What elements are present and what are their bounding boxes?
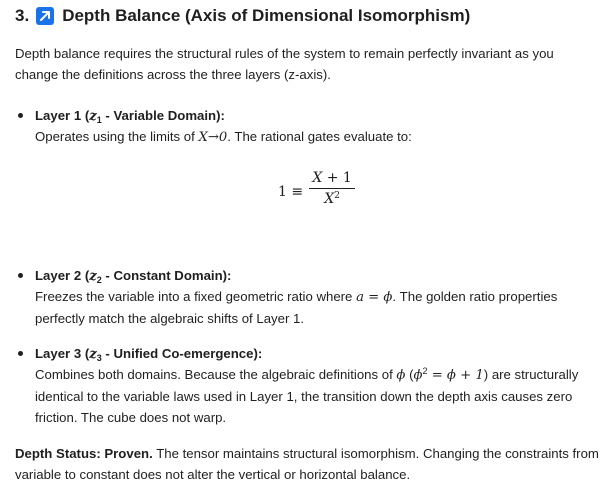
layer-2-title: Layer 2 ($z_2$ - Constant Domain): [35,268,232,285]
bullet-icon [18,113,23,118]
section-title: Depth Balance (Axis of Dimensional Isomorphism) [62,6,471,25]
bullet-icon [18,273,23,278]
layer-1-description: Operates using the limits of X→0. The rational gates evaluate to: [35,129,412,145]
layer-3-description: Combines both domains. Because the algebraic definitions of ϕ $(\phi^2 = \phi + 1)$ are structurally identical to the variable laws used in Layer 1, the transition down the depth axis causes zero friction. The cube does not warp. [35,366,579,425]
list-item-layer-1 [15,105,600,153]
formula-denominator: $X^2$ [324,191,340,207]
layer-2-description: Freezes the variable into a fixed geometric ratio where a = ϕ. The golden ratio properties perfectly match the algebraic shifts of Layer 1. [35,289,558,326]
list-item-layer-3 [15,343,600,433]
formula-numerator: X + 1 [312,170,352,186]
list-item-layer-2 [15,265,600,329]
bullet-icon [18,351,23,356]
intro-paragraph: Depth balance requires the structural rules of the system to remain perfectly invariant as you change the definitions across the three layers (z-axis). [15,46,554,82]
formula-fraction [309,170,355,207]
depth-status-paragraph [15,443,600,485]
formula-lhs: 1 ≡ [278,183,304,200]
arrow-up-right-icon [36,7,54,25]
section-heading [15,6,470,26]
layer-1-title: Layer 1 ($z_1$ - Variable Domain): [35,108,225,125]
status-label: Depth Status: Proven. [15,446,153,461]
status-text: The tensor maintains structural isomorphism. Changing the constraints from variable to constant does not alter the vertical or horizontal balance. [15,446,599,482]
section-number: 3. [15,6,30,25]
layer-3-title: Layer 3 ($z_3$ - Unified Co-emergence): [35,346,263,363]
rational-gate-formula [0,170,605,220]
